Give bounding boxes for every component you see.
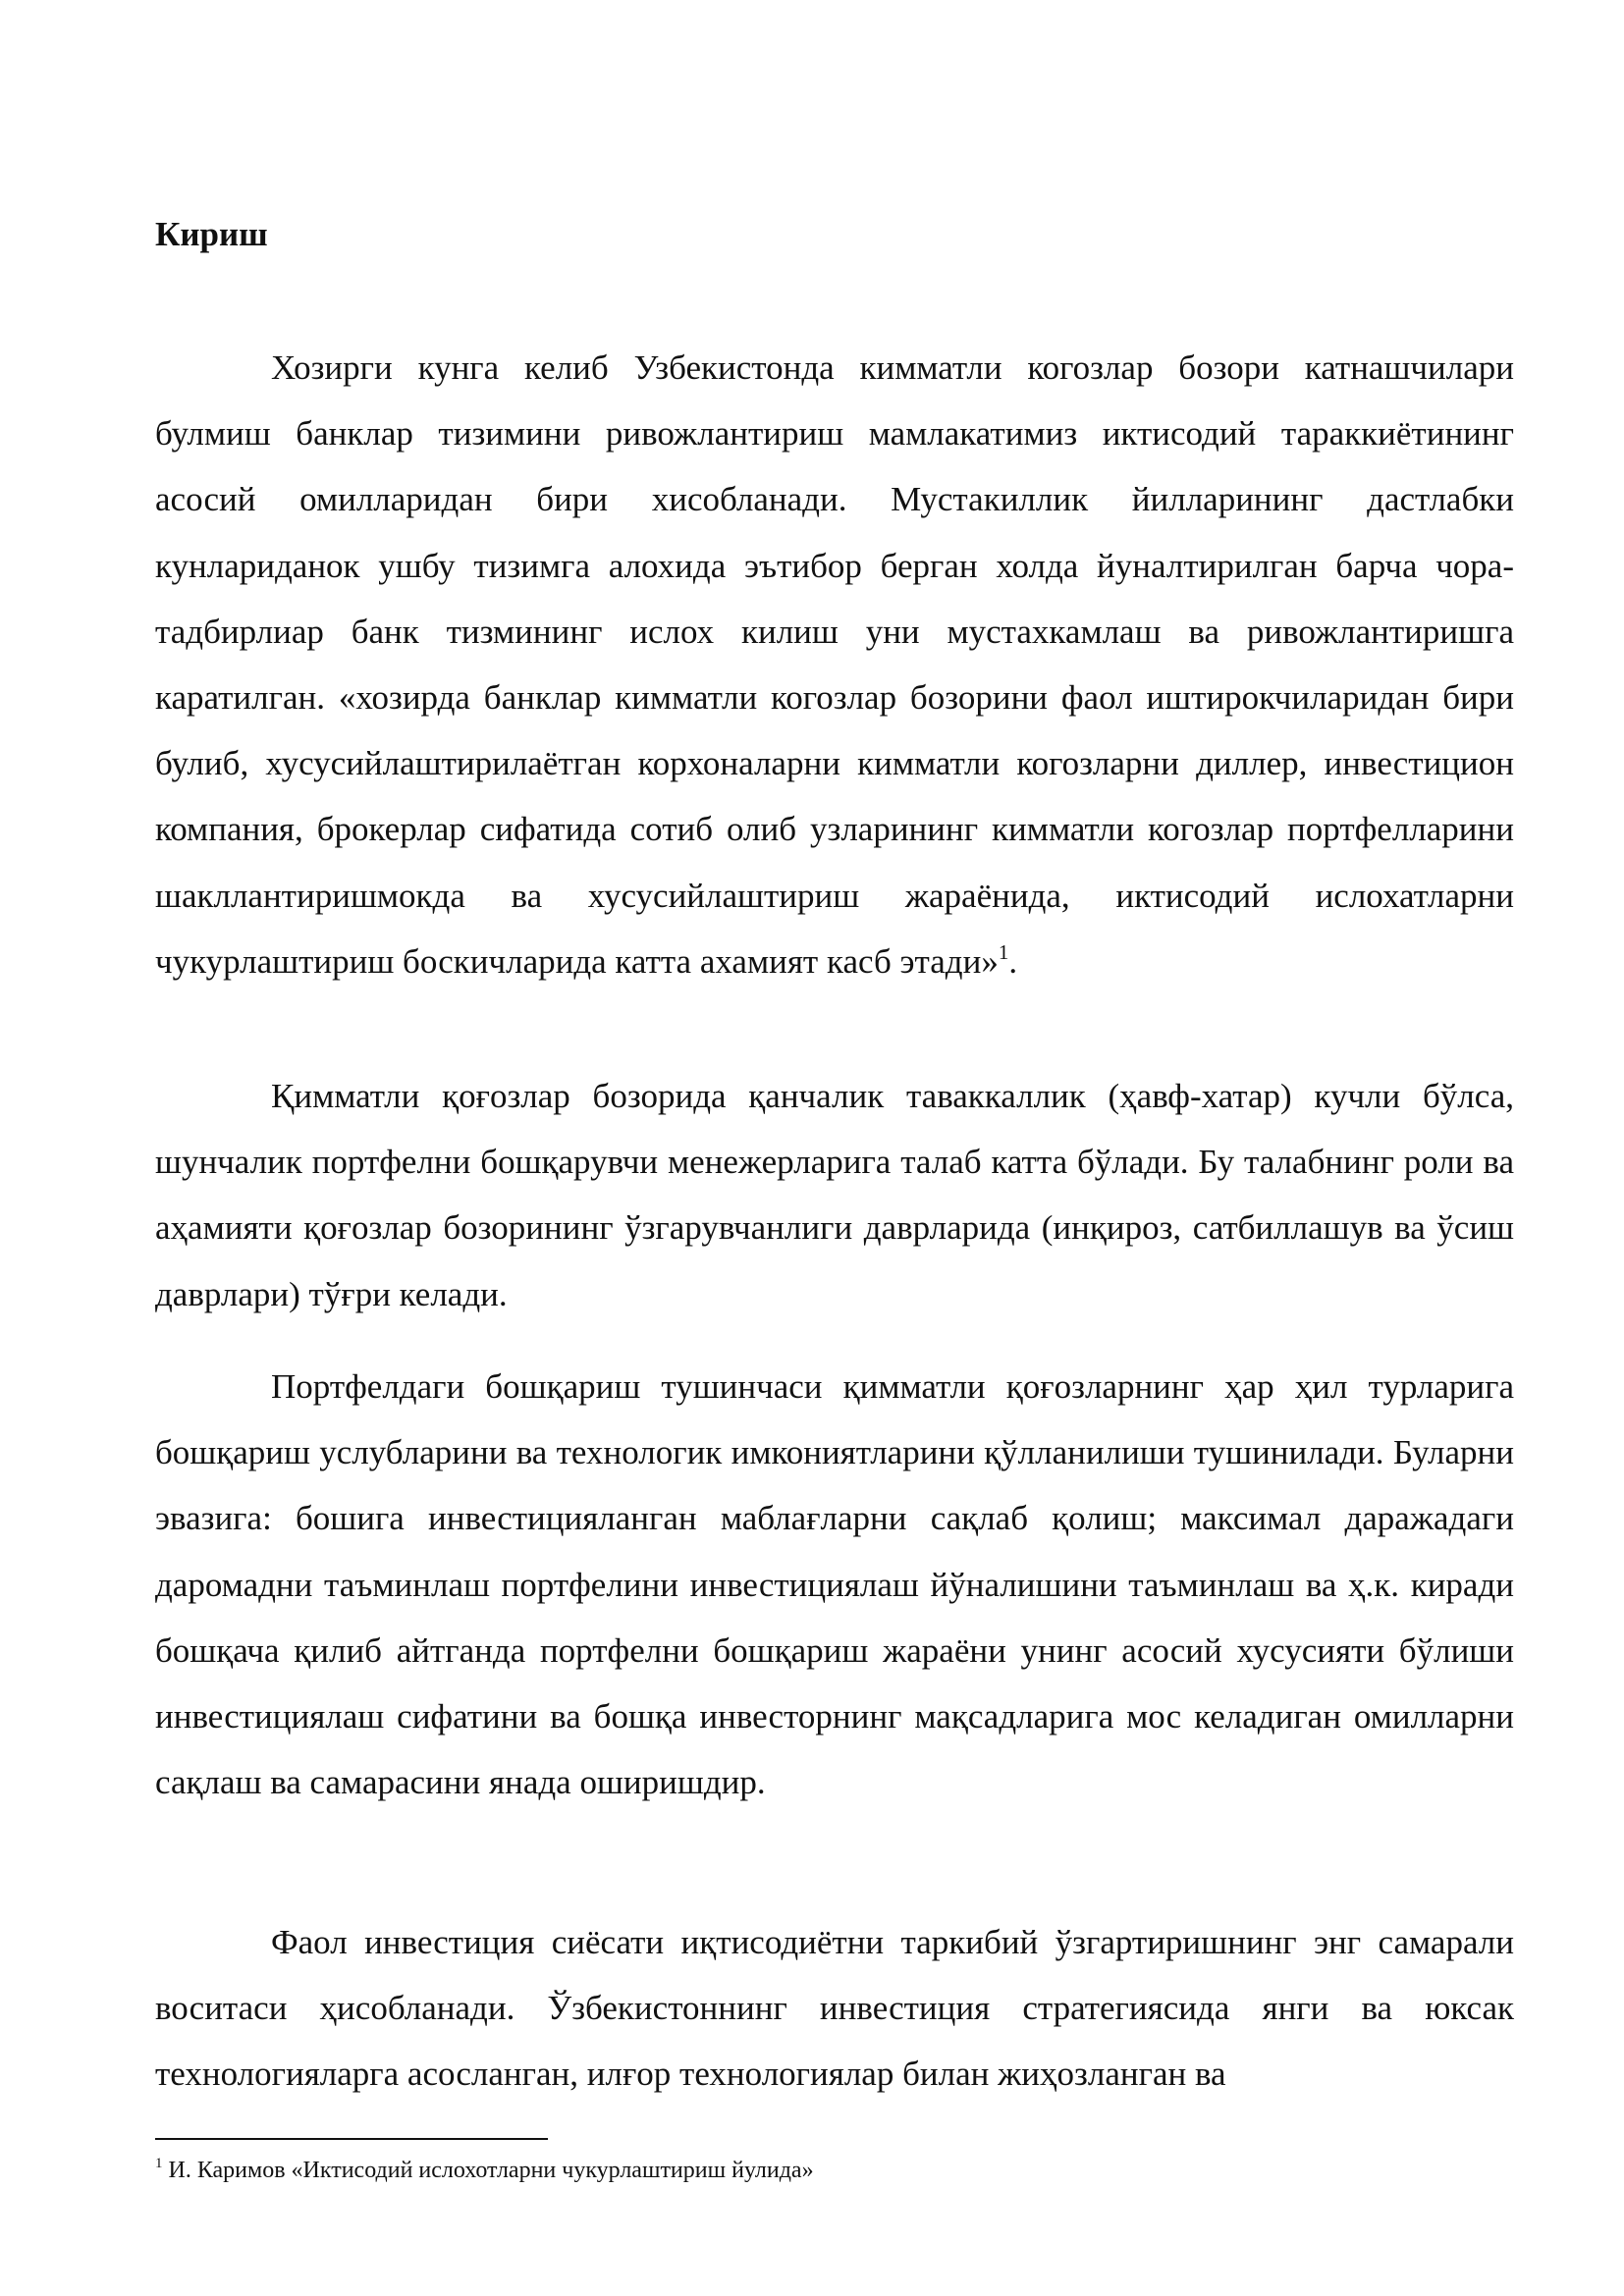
footnote-reference[interactable]: 1 bbox=[998, 939, 1009, 964]
paragraph-3: Портфелдаги бошқариш тушинчаси қимматли қоғозларнинг ҳар ҳил турларига бошқариш услубларини ва технологик имкониятларини қўлланилиши тушинилади. Буларни эвазига: бошига инвестицияланган маблағларни сақлаб қолиш; максимал даражадаги даромадни таъминлаш портфелини инвестициялаш йўналишини таъминлаш ва ҳ.к. киради бошқача қилиб айтганда портфелни бошқариш жараёни унинг асосий хусусияти бўлиши инвестициялаш сифатини ва бошқа инвесторнинг мақсадларига мос келадиган омилларни сақлаш ва самарасини янада оширишдир. bbox=[155, 1367, 1514, 1802]
paragraph-1-text: Хозирги кунга келиб Узбекистонда кимматли когозлар бозори катнашчилари булмиш банклар тизимини ривожлантириш мамлакатимиз иктисодий тараккиётининг асосий омилларидан бири хисобланади. Мустакиллик йилларининг дастлабки кунлариданок ушбу тизимга алохида эътибор берган холда йуналтирилган барча чора-тадбирлиар банк тизмининг ислох килиш уни мустахкамлаш ва ривожлантиришга каратилган. «хозирда банклар кимматли когозлар бозорини фаол иштирокчиларидан бири булиб, хусусийлаштирилаётган корхоналарни кимматли когозларни диллер, инвестицион компания, брокерлар сифатида сотиб олиб узларининг кимматли когозлар портфелларини шакллантиришмокда ва хусусийлаштириш жараёнида, иктисодий ислохатларни чукурлаштириш боскичларида катта ахамият касб этади» bbox=[155, 348, 1514, 981]
section-heading: Кириш bbox=[155, 215, 268, 253]
paragraph-4: Фаол инвестиция сиёсати иқтисодиётни таркибий ўзгартиришнинг энг самарали воситаси ҳисобланади. Ўзбекистоннинг инвестиция стратегиясида янги ва юксак технологияларга асосланган, илғор технологиялар билан жиҳозланган ва bbox=[155, 1923, 1514, 2094]
paragraph-1-end: . bbox=[1008, 941, 1018, 981]
paragraph-2: Қимматли қоғозлар бозорида қанчалик таваккаллик (ҳавф-хатар) кучли бўлса, шунчалик портфелни бошқарувчи менежерларига талаб катта бўлади. Бу талабнинг роли ва аҳамияти қоғозлар бозорининг ўзгарувчанлиги даврларида (инқироз, сатбиллашув ва ўсиш даврлари) тўғри келади. bbox=[155, 1077, 1514, 1313]
footnote-divider bbox=[155, 2138, 548, 2140]
footnote-number: 1 bbox=[155, 2156, 163, 2171]
footnote-text: И. Каримов «Иктисодий ислохотларни чукурлаштириш йулида» bbox=[162, 2158, 814, 2183]
paragraph-1 bbox=[155, 335, 1514, 994]
footnote bbox=[155, 2156, 814, 2185]
